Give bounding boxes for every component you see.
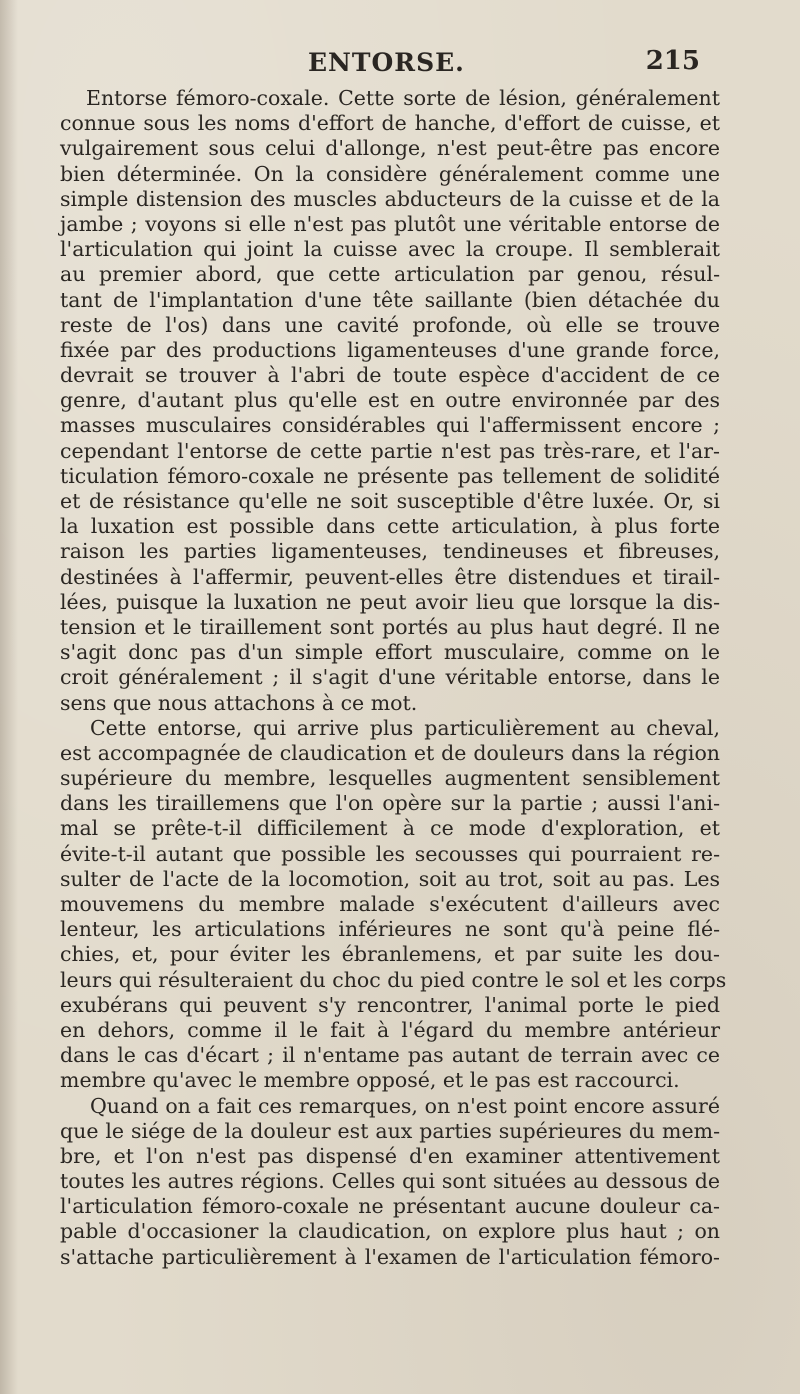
text-line: tant de l'implantation d'une tête saillante (bien détachée du (60, 287, 720, 312)
text-line: en dehors, comme il le fait à l'égard du membre antérieur (60, 1017, 720, 1042)
text-line: bien déterminée. On la considère généralement comme une (60, 161, 720, 186)
text-line: destinées à l'affermir, peuvent-elles être distendues et tirail- (60, 564, 720, 589)
text-line: reste de l'os) dans une cavité profonde, où elle se trouve (60, 312, 720, 337)
text-line: au premier abord, que cette articulation par genou, résul- (60, 262, 720, 287)
text-line: leurs qui résulteraient du choc du pied contre le sol et les corps (60, 967, 727, 992)
text-line: raison les parties ligamenteuses, tendineuses et fibreuses, (60, 539, 720, 564)
text-line: bre, et l'on n'est pas dispensé d'en examiner attentivement (60, 1143, 720, 1168)
text-line: toutes les autres régions. Celles qui sont situées au dessous de (60, 1169, 720, 1194)
text-line: l'articulation qui joint la cuisse avec la croupe. Il semblerait (60, 237, 720, 262)
text-line: évite-t-il autant que possible les secousses qui pourraient re- (60, 841, 720, 866)
text-line: que le siége de la douleur est aux parties supérieures du mem- (60, 1118, 720, 1143)
text-line: lées, puisque la luxation ne peut avoir lieu que lorsque la dis- (60, 589, 720, 614)
text-line: masses musculaires considérables qui l'affermissent encore ; (60, 413, 720, 438)
text-line: devrait se trouver à l'abri de toute espèce d'accident de ce (60, 363, 720, 388)
text-line: dans les tiraillemens que l'on opère sur la partie ; aussi l'ani- (60, 791, 720, 816)
text-line: simple distension des muscles abducteurs de la cuisse et de la (60, 186, 720, 211)
page-number: 215 (645, 46, 700, 76)
text-line: fixée par des productions ligamenteuses d'une grande force, (60, 337, 720, 362)
text-line: exubérans qui peuvent s'y rencontrer, l'animal porte le pied (60, 992, 720, 1017)
text-line: vulgairement sous celui d'allonge, n'est peut-être pas encore (60, 136, 720, 161)
text-line: sulter de l'acte de la locomotion, soit au trot, soit au pas. Les (60, 866, 720, 891)
text-line: membre qu'avec le membre opposé, et le pas est raccourci. (60, 1068, 680, 1093)
text-line: pable d'occasioner la claudication, on explore plus haut ; on (60, 1219, 720, 1244)
text-line: croit généralement ; il s'agit d'une véritable entorse, dans le (60, 665, 720, 690)
text-line: s'agit donc pas d'un simple effort musculaire, comme on le (60, 640, 720, 665)
text-line: la luxation est possible dans cette articulation, à plus forte (60, 514, 720, 539)
text-line: cependant l'entorse de cette partie n'est pas très-rare, et l'ar- (60, 438, 720, 463)
text-line: Entorse fémoro-coxale. Cette sorte de lésion, généralement (86, 86, 720, 110)
running-title: ENTORSE. (308, 48, 465, 77)
text-line: supérieure du membre, lesquelles augmentent sensiblement (60, 766, 720, 791)
text-line: lenteur, les articulations inférieures ne sont qu'à peine flé- (60, 917, 720, 942)
text-line: mouvemens du membre malade s'exécutent d'ailleurs avec (60, 892, 720, 916)
text-line: et de résistance qu'elle ne soit susceptible d'être luxée. Or, si (60, 489, 720, 513)
text-line: chies, et, pour éviter les ébranlemens, et par suite les dou- (60, 942, 720, 967)
text-line: ticulation fémoro-coxale ne présente pas tellement de solidité (60, 463, 720, 488)
text-line: mal se prête-t-il difficilement à ce mode d'exploration, et (60, 816, 720, 841)
text-line: jambe ; voyons si elle n'est pas plutôt une véritable entorse de (60, 211, 720, 236)
text-line: tension et le tiraillement sont portés au plus haut degré. Il ne (60, 614, 720, 639)
page-body (60, 86, 727, 1270)
text-line: l'articulation fémoro-coxale ne présentant aucune douleur ca- (60, 1194, 720, 1219)
text-line: dans le cas d'écart ; il n'entame pas autant de terrain avec ce (60, 1043, 720, 1068)
text-line: genre, d'autant plus qu'elle est en outre environnée par des (60, 388, 720, 413)
page-header (60, 44, 700, 84)
text-line: Quand on a fait ces remarques, on n'est point encore assuré (90, 1093, 720, 1118)
text-line: est accompagnée de claudication et de douleurs dans la région (60, 740, 720, 765)
text-line: connue sous les noms d'effort de hanche, d'effort de cuisse, et (60, 111, 720, 136)
text-line: sens que nous attachons à ce mot. (60, 690, 418, 715)
text-line: s'attache particulièrement à l'examen de l'articulation fémoro- (60, 1244, 720, 1269)
gutter-shadow (0, 0, 18, 1394)
text-line: Cette entorse, qui arrive plus particulièrement au cheval, (90, 715, 720, 740)
